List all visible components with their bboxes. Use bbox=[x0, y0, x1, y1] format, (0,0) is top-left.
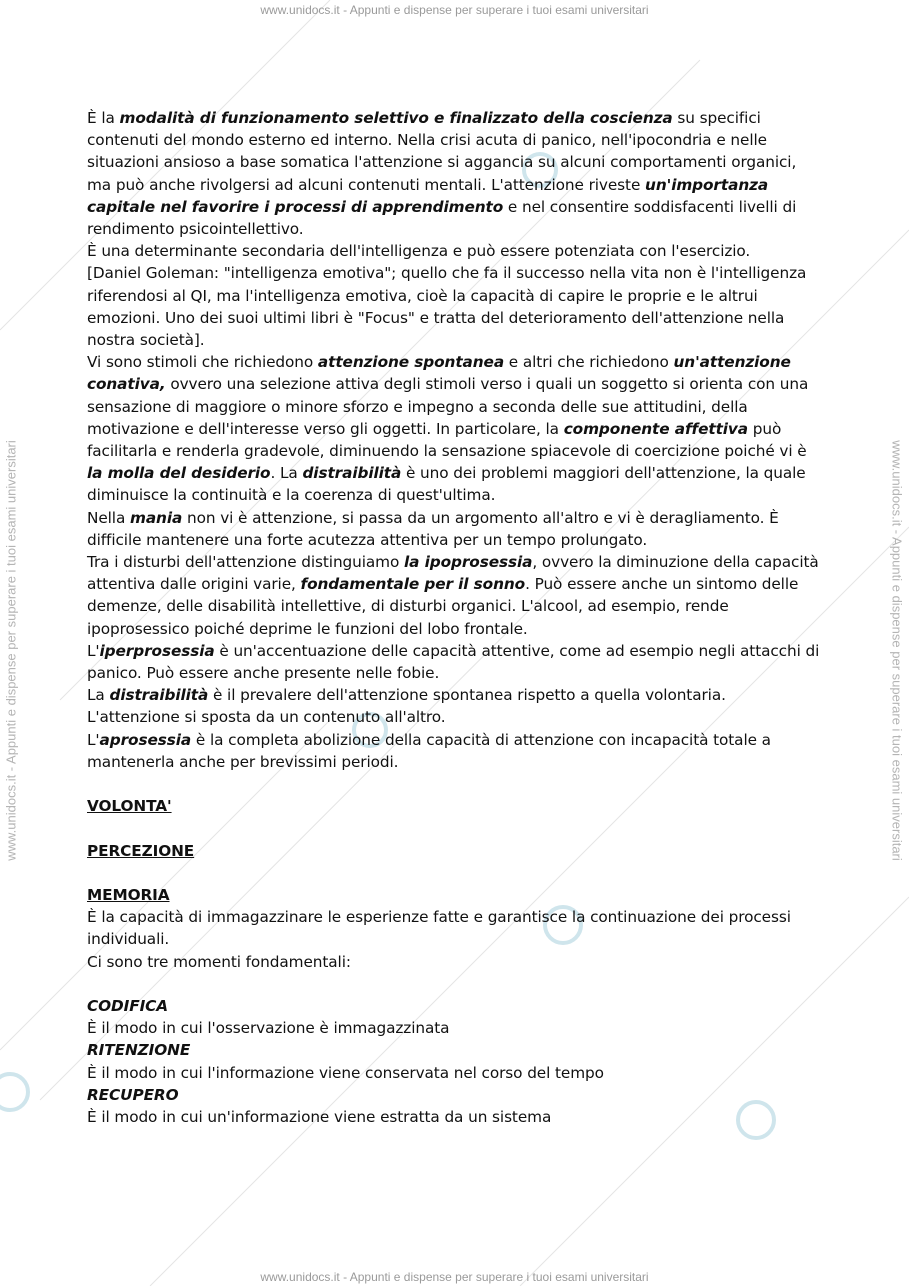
text-span: ovvero una selezione attiva degli stimoli verso i quali un soggetto si orienta con una sensazione di maggiore o minore sforzo e impegno a seconda delle sue attitudini, della motivazione e dell'interesse verso gli oggetti. In particolare, la bbox=[87, 375, 809, 438]
heading-recupero: RECUPERO bbox=[87, 1085, 179, 1104]
emphasis: la ipoprosessia bbox=[404, 553, 533, 572]
paragraph-memoria-definition: È la capacità di immagazzinare le esperienze fatte e garantisce la continuazione dei processi individuali. bbox=[87, 908, 791, 949]
emphasis: modalità di funzionamento selettivo e finalizzato della coscienza bbox=[119, 109, 673, 127]
heading-codifica: CODIFICA bbox=[87, 997, 169, 1016]
paragraph-attention-definition bbox=[87, 107, 822, 240]
document-body bbox=[87, 107, 822, 1128]
text-span: Tra i disturbi dell'attenzione distinguiamo bbox=[87, 553, 404, 572]
emphasis: iperprosessia bbox=[99, 641, 215, 660]
watermark-left: www.unidocs.it - Appunti e dispense per superare i tuoi esami universitari bbox=[3, 440, 19, 861]
text-span: è la completa abolizione della capacità di attenzione con incapacità totale a mantenerla anche per brevissimi periodi. bbox=[87, 730, 771, 771]
paragraph-spostamento: L'attenzione si sposta da un contenuto all'altro. bbox=[87, 708, 446, 727]
text-span: . Può essere anche un sintomo delle demenze, delle disabilità intellettive, di disturbi organici. L'alcool, ad esempio, rende ipoprosessico poiché deprime le funzioni del lobo frontale. bbox=[87, 575, 799, 638]
text-span: . La bbox=[270, 464, 303, 483]
text-span: su specifici contenuti del mondo esterno ed interno. Nella crisi acuta di panico, nell'ipocondria e nelle situazioni ansioso a base somatica l'attenzione si aggancia su alcuni comportamenti organici, ma può anche rivolgersi ad alcuni contenuti mentali. L'attenzione riveste bbox=[87, 109, 797, 194]
paragraph-stimuli bbox=[87, 351, 822, 506]
paragraph-ritenzione: È il modo in cui l'informazione viene conservata nel corso del tempo bbox=[87, 1063, 604, 1082]
paragraph-intelligence: È una determinante secondaria dell'intelligenza e può essere potenziata con l'esercizio. bbox=[87, 242, 751, 261]
emphasis: un'attenzione conativa, bbox=[87, 353, 791, 394]
text-span: L' bbox=[87, 730, 100, 749]
emphasis: aprosessia bbox=[99, 730, 192, 749]
heading-volonta: VOLONTA' bbox=[87, 797, 172, 816]
emphasis: attenzione spontanea bbox=[317, 353, 505, 372]
text-span: , ovvero la diminuzione della capacità attentiva dalle origini varie, bbox=[87, 553, 819, 594]
paragraph-recupero: È il modo in cui un'informazione viene estratta da un sistema bbox=[87, 1108, 552, 1127]
spacer bbox=[87, 773, 822, 795]
text-span: La bbox=[87, 686, 110, 705]
text-span: può facilitarla e renderla gradevole, diminuendo la sensazione spiacevole di coercizione poiché vi è bbox=[87, 419, 807, 461]
emphasis: la molla del desiderio bbox=[87, 464, 271, 483]
emphasis: un'importanza capitale nel favorire i processi di apprendimento bbox=[87, 175, 769, 216]
watermark-footer: www.unidocs.it - Appunti e dispense per superare i tuoi esami universitari bbox=[260, 1270, 649, 1284]
spacer bbox=[87, 973, 822, 995]
text-span: e nel consentire soddisfacenti livelli di rendimento psicointellettivo. bbox=[87, 197, 797, 239]
paragraph-goleman: [Daniel Goleman: "intelligenza emotiva"; quello che fa il successo nella vita non è l'intelligenza riferendosi al QI, ma l'intelligenza emotiva, cioè la capacità di capire le proprie e le altrui emozioni. Uno dei suoi ultimi libri è "Focus" e tratta del deterioramento dell'attenzione nella nostra società]. bbox=[87, 264, 807, 350]
emphasis: distraibilità bbox=[302, 464, 402, 483]
emphasis: distraibilità bbox=[109, 686, 209, 705]
emphasis: fondamentale per il sonno bbox=[300, 575, 526, 594]
spacer bbox=[87, 817, 822, 839]
text-span: non vi è attenzione, si passa da un argomento all'altro e vi è deragliamento. È difficile mantenere una forte acutezza attentiva per un tempo prolungato. bbox=[87, 508, 779, 549]
text-span: è un'accentuazione delle capacità attentive, come ad esempio negli attacchi di panico. Può essere anche presente nelle fobie. bbox=[87, 641, 820, 683]
paragraph-ipoprosessia bbox=[87, 551, 822, 640]
text-span: Vi sono stimoli che richiedono bbox=[87, 353, 318, 372]
heading-ritenzione: RITENZIONE bbox=[87, 1041, 191, 1060]
paragraph-iperprosessia bbox=[87, 640, 822, 684]
text-span: L' bbox=[87, 641, 100, 660]
text-span: è uno dei problemi maggiori dell'attenzione, la quale diminuisce la continuità e la coerenza di quest'ultima. bbox=[87, 464, 806, 505]
paragraph-distraibilita bbox=[87, 684, 822, 706]
text-span: è il prevalere dell'attenzione spontanea rispetto a quella volontaria. bbox=[208, 686, 726, 705]
paragraph-codifica: È il modo in cui l'osservazione è immagazzinata bbox=[87, 1019, 450, 1038]
watermark-right: www.unidocs.it - Appunti e dispense per superare i tuoi esami universitari bbox=[889, 440, 905, 861]
heading-memoria: MEMORIA bbox=[87, 886, 170, 905]
spacer bbox=[87, 862, 822, 884]
paragraph-mania bbox=[87, 507, 822, 551]
emphasis: componente affettiva bbox=[563, 419, 749, 438]
paragraph-aprosessia bbox=[87, 729, 822, 773]
text-span: e altri che richiedono bbox=[504, 353, 674, 372]
paragraph-memoria-moments: Ci sono tre momenti fondamentali: bbox=[87, 952, 351, 971]
emphasis: mania bbox=[130, 508, 183, 527]
text-span: È la bbox=[87, 109, 120, 127]
text-span: Nella bbox=[87, 508, 130, 527]
watermark-header: www.unidocs.it - Appunti e dispense per superare i tuoi esami universitari bbox=[260, 3, 649, 17]
heading-percezione: PERCEZIONE bbox=[87, 841, 195, 860]
